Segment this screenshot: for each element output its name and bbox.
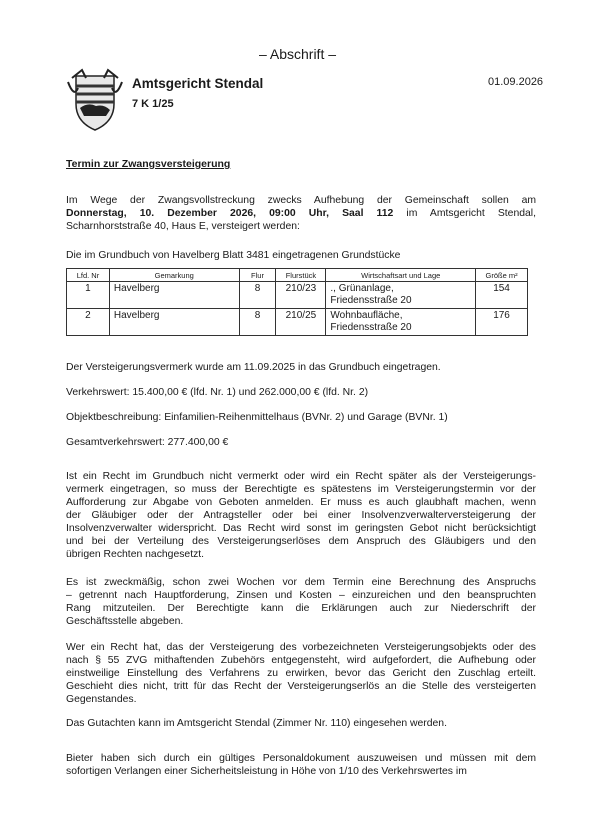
cell-nr: 2 [67, 309, 110, 336]
abschrift-label: – Abschrift – [258, 46, 337, 62]
cell-groesse: 154 [476, 282, 528, 309]
paragraph-line: Ist ein Recht im Grundbuch nicht vermerkt oder wird ein Recht später als der Versteigerungs- [66, 471, 536, 482]
wer-paragraph [66, 641, 536, 706]
recht-paragraph [66, 470, 536, 561]
file-number: 7 K 1/25 [132, 98, 174, 110]
cell-flurstueck: 210/25 [276, 309, 326, 336]
table-header: Lfd. Nr [67, 269, 110, 282]
cell-gemarkung: Havelberg [109, 309, 239, 336]
zweck-paragraph [66, 576, 536, 628]
intro-line: Scharnhorststraße 40, Haus E, versteigert werden: [66, 221, 300, 232]
table-row [67, 309, 528, 336]
table-header: Flurstück [276, 269, 326, 282]
table-header: Gemarkung [109, 269, 239, 282]
paragraph-line: vermerk eingetragen, so muss der Berechtigte es spätestens im Versteigerungstermin vor der [66, 484, 536, 495]
cell-lage-line: Friedensstraße 20 [330, 295, 412, 306]
cell-lage [326, 282, 476, 309]
cell-flur: 8 [239, 282, 276, 309]
table-header-row [67, 269, 528, 282]
cell-groesse: 176 [476, 309, 528, 336]
intro-paragraph [66, 194, 536, 233]
table-header: Flur [239, 269, 276, 282]
cell-gemarkung: Havelberg [109, 282, 239, 309]
paragraph-line: Insolvenzverwalter widerspricht. Das Recht wird sonst im geringsten Gebot nicht berücksichtigt [66, 523, 536, 534]
paragraph-line: – getrennt nach Hauptforderung, Zinsen und Kosten – einzureichen und den beanspruchten [66, 590, 536, 601]
paragraph-line: sofortigen Verlangen einer Sicherheitsleistung in Höhe von 1/10 des Verkehrswertes im [66, 766, 467, 777]
cell-flurstueck: 210/23 [276, 282, 326, 309]
intro-line-date [66, 207, 536, 220]
intro-line: Im Wege der Zwangsvollstreckung zwecks Aufhebung der Gemeinschaft sollen am [66, 195, 536, 206]
table-header: Größe m² [476, 269, 528, 282]
paragraph-line: Es ist zweckmäßig, schon zwei Wochen vor dem Termin eine Berechnung des Anspruchs [66, 577, 536, 588]
document-heading: Termin zur Zwangsversteigerung [66, 158, 231, 170]
paragraph-line: Geschäftsstelle abgeben. [66, 616, 184, 627]
document-date: 01.09.2026 [488, 76, 544, 88]
cell-lage-line: ., Grünanlage, [330, 283, 394, 294]
paragraph-line: Gegenstandes. [66, 694, 137, 705]
paragraph-line: nach § 55 ZVG mithaftenden Zubehörs entgegensteht, wird aufgefordert, die Aufhebung oder [66, 655, 536, 666]
coat-of-arms-icon [66, 68, 124, 132]
auction-date: Donnerstag, 10. Dezember 2026, 09:00 Uhr, Saal 112 [66, 208, 394, 219]
verkehrswert-text: Verkehrswert: 15.400,00 € (lfd. Nr. 1) und 262.000,00 € (lfd. Nr. 2) [66, 387, 369, 398]
vermerk-text: Der Versteigerungsvermerk wurde am 11.09.2025 in das Grundbuch eingetragen. [66, 362, 441, 373]
gesamtwert-text: Gesamtverkehrswert: 277.400,00 € [66, 437, 229, 448]
intro-line-rest: im Amtsgericht Stendal, [393, 208, 536, 219]
bieter-paragraph [66, 752, 536, 778]
paragraph-line: der Gläubiger oder der Antragsteller oder bei einer Insolvenzverwalterversteigerung der [66, 510, 536, 521]
cell-flur: 8 [239, 309, 276, 336]
paragraph-line: übrigen Rechten nachgesetzt. [66, 549, 205, 560]
paragraph-line: Rang mitzuteilen. Der Berechtigte kann die Erklärungen auch zur Niederschrift der [66, 603, 536, 614]
cell-nr: 1 [67, 282, 110, 309]
cell-lage [326, 309, 476, 336]
objekt-text: Objektbeschreibung: Einfamilien-Reihenmittelhaus (BVNr. 2) und Garage (BVNr. 1) [66, 412, 448, 423]
paragraph-line: Bieter haben sich durch ein gültiges Personaldokument auszuweisen und müssen mit dem [66, 753, 536, 764]
table-row [67, 282, 528, 309]
property-intro: Die im Grundbuch von Havelberg Blatt 3481 eingetragenen Grundstücke [66, 250, 401, 261]
paragraph-line: Aufforderung zur Abgabe von Geboten anmelden. Er muss es auch glaubhaft machen, wenn [66, 497, 536, 508]
cell-lage-line: Friedensstraße 20 [330, 322, 412, 333]
paragraph-line: Wer ein Recht hat, das der Versteigerung des vorbezeichneten Versteigerungsobjekts oder des [66, 642, 536, 653]
gutachten-text: Das Gutachten kann im Amtsgericht Stendal (Zimmer Nr. 110) eingesehen werden. [66, 718, 447, 729]
table-header: Wirtschaftsart und Lage [326, 269, 476, 282]
paragraph-line: und bei der Verteilung des Versteigerungserlöses dem Anspruch des Gläubigers und den [66, 536, 536, 547]
cell-lage-line: Wohnbaufläche, [330, 310, 403, 321]
paragraph-line: Geschieht dies nicht, tritt für das Recht der Versteigerungserlös an die Stelle des versteigerten [66, 681, 536, 692]
court-name: Amtsgericht Stendal [132, 76, 264, 91]
property-table [66, 268, 528, 336]
paragraph-line: einstweilige Einstellung des Verfahrens zu erwirken, bevor das Gericht den Zuschlag erteilt. [66, 668, 536, 679]
